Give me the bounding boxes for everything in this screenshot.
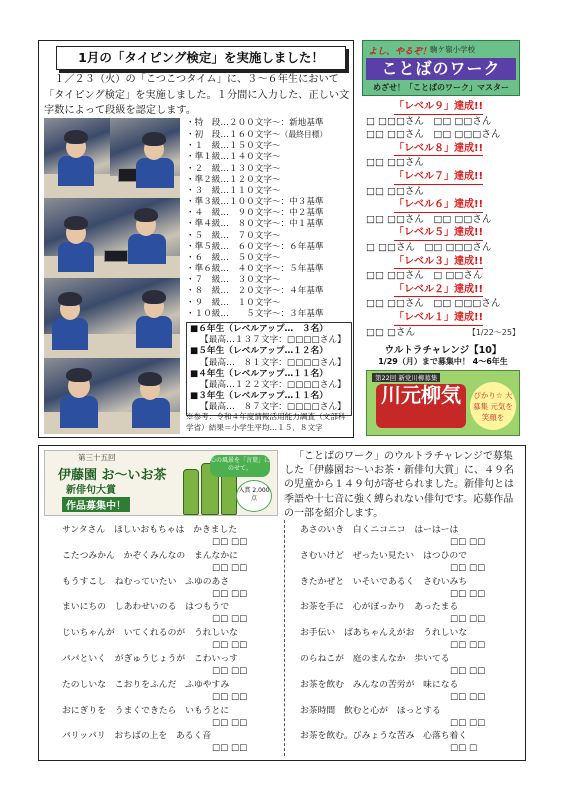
grade-result-heading: ■６年生（レベルアップ… ３名）: [190, 324, 328, 334]
typing-level-row: [186, 197, 352, 208]
haiku-list-right: [300, 524, 532, 756]
haiku-article-intro: 「ことばのワーク」のウルトラチャレンジで募集した「伊藤園お～いお茶・新俳句大賞」に、４９名の児童から１４９句が寄せられました。新俳句とは季語や十七音に強く縛られない俳句です。応募作品の一部を紹介します。: [284, 451, 514, 519]
typing-article-title: 1月の「タイピング検定」を実施しました！: [56, 46, 346, 70]
haiku-author: □□ □□: [212, 717, 248, 728]
typing-reference-note: ※参考：令和４年度情報活用能力調査（文部科学省）結果＝小学生平均…１５．８文字: [186, 412, 346, 432]
kotoba-achiever-names: □□ □□さん □□ □□□さん: [366, 129, 501, 141]
typing-level-row: [186, 309, 352, 320]
kotoba-date-range: 【1/22～25】: [467, 327, 520, 337]
haiku-entry: [300, 576, 532, 602]
ad-prize-badge: 入賞 2,000点: [236, 480, 272, 512]
haiku-poem: のらねこが 庭のまんなか 歩いてる: [300, 653, 450, 664]
haiku-entry: [300, 550, 532, 576]
typing-photo-5: [44, 358, 180, 434]
haiku-entry: [62, 550, 294, 576]
kotoba-achiever-names: □ □□さん □□ □□□さん: [366, 241, 492, 253]
typing-level-text: ・５ 級… ７０文字～: [186, 230, 281, 241]
grade-result-top-score: 【最高… ８７文字：□□□□さん】: [200, 402, 346, 413]
kotoba-level-heading: 「レベル８」達成!!: [394, 142, 483, 157]
haiku-author: □□ □□: [450, 588, 486, 599]
haiku-entry: [62, 627, 294, 653]
kotoba-achiever-names: □□ □さん: [366, 326, 415, 338]
typing-level-text: ・初 段…１６０文字～: [186, 130, 281, 141]
haiku-author: □□ □□: [212, 537, 248, 547]
haiku-entry: [62, 601, 294, 627]
typing-level-row: [186, 208, 352, 219]
typing-level-row: [186, 298, 352, 309]
kotoba-achiever-names: □□ □□さん: [366, 185, 424, 197]
kotoba-level-heading: 「レベル５」達成!!: [394, 226, 483, 241]
typing-level-row: [186, 264, 352, 275]
typing-level-text: ・２ 級…１３０文字～: [186, 163, 281, 174]
haiku-entry: [300, 524, 532, 550]
typing-level-text: ・準１級…１４０文字～: [186, 152, 281, 163]
typing-article-intro: １／２３（火）の「こつこつタイム」に、３～６年生において「タイピング検定」を実施しました。１分間に入力した、正しい文字数によって段級を認定します。: [44, 74, 350, 116]
haiku-list-left: [62, 524, 294, 756]
haiku-entry: [300, 705, 532, 731]
typing-level-row: [186, 286, 352, 297]
typing-level-text: ・９ 級… １０文字～: [186, 297, 281, 308]
kotoba-title: ことばのワーク: [366, 58, 516, 80]
ultra-challenge-deadline: 1/29（月）まで募集中！ 4～6年生: [378, 357, 508, 366]
grade-result-top-score: 【最高…１３７文字：□□□□さん】: [200, 335, 346, 346]
haiku-author: □□ □□: [212, 665, 248, 676]
typing-level-text: ・準６級… ４０文字～：５年基準: [186, 264, 324, 275]
haiku-poem: サンタさん ほしいおもちゃは かきました: [62, 525, 238, 535]
senryu-banner-caption: 第22回 新党川柳募集: [372, 373, 440, 382]
typing-levels-list: [186, 118, 352, 320]
senryu-banner-badge: ぴかり☆ 大募集 元気を 笑顔を: [470, 382, 516, 430]
haiku-author: □□ □□: [450, 665, 486, 676]
kotoba-level-heading: 「レベル３」達成!!: [394, 255, 483, 270]
grade-result-heading: ■５年生（レベルアップ…１２名）: [190, 346, 328, 357]
typing-level-text: ・３ 級…１１０文字～: [186, 185, 281, 196]
grade-result-top-score: 【最高… ８１文字：□□□□さん】: [200, 357, 346, 368]
haiku-author: □□ □□: [450, 717, 486, 728]
ad-edition-label: 第三十五回: [78, 453, 116, 462]
ad-invitation: 作品募集中！: [62, 497, 130, 512]
typing-level-text: ・６ 級… ５０文字～: [186, 252, 281, 263]
typing-photo-1: [44, 118, 110, 198]
haiku-poem: まいにちの しあわせいのる はつもうで: [62, 602, 230, 613]
typing-level-text: ・準４級… ８０文字～：中１基準: [186, 219, 324, 230]
haiku-entry: [62, 576, 294, 602]
haiku-poem: あさのいき 白くニコニコ はーはーは: [300, 525, 459, 535]
typing-level-row: [186, 242, 352, 253]
kotoba-achiever-names: □□ □□さん □□ □□さん: [366, 213, 492, 225]
typing-level-text: ・準２級…１２０文字～: [186, 174, 281, 185]
typing-level-text: ・８ 級… ２０文字～：４年基準: [186, 286, 324, 297]
haiku-entry: [300, 730, 532, 756]
typing-photo-2: [110, 118, 180, 198]
typing-level-text: ・７ 級… ３０文字～: [186, 275, 281, 286]
haiku-poem: お茶を手に 心がぽっかり あったまる: [300, 602, 459, 613]
haiku-poem: おにぎりを うまくできたら いもうとに: [62, 705, 230, 716]
haiku-poem: お茶を飲む みんなの苦労が 味になる: [300, 679, 459, 690]
typing-level-note: （最終目標）: [280, 130, 328, 140]
typing-photo-4: [44, 278, 180, 358]
haiku-author: □□ □□: [450, 640, 486, 651]
haiku-poem: お手伝い ばあちゃんえがお うれしいな: [300, 628, 468, 639]
ad-prize-name: 新俳句大賞: [66, 485, 116, 496]
typing-level-row: [186, 152, 352, 163]
haiku-entry: [62, 524, 294, 550]
haiku-poem: たのしいな こおりをふんだ ふゆやすみ: [62, 679, 230, 690]
typing-photo-3: [44, 198, 180, 278]
kotoba-subtitle: めざせ！「ことばのワーク」マスター: [373, 83, 509, 92]
kotoba-achievement-list: [366, 100, 520, 339]
kotoba-level-heading: 「レベル２」達成!!: [394, 283, 483, 298]
haiku-author: □□ □□: [212, 562, 248, 573]
typing-level-row: [186, 164, 352, 175]
haiku-entry: [300, 627, 532, 653]
grade-result-heading: ■３年生（レベルアップ…１１名）: [190, 391, 328, 402]
haiku-poem: もうすこし ねむっていたい ふゆのあさ: [62, 576, 230, 587]
ad-tagline: 心の風景を「言葉」にのせて。: [210, 455, 270, 477]
haiku-poem: きたかぜと いそいであるく さむいみち: [300, 576, 468, 587]
haiku-author: □□ □□: [450, 537, 486, 547]
haiku-entry: [300, 653, 532, 679]
typing-level-row: [186, 186, 352, 197]
haiku-poem: さむいけど ぜったい見たい はつひので: [300, 550, 467, 561]
kotoba-achiever-names: □□ □□さん: [366, 157, 424, 169]
haiku-entry: [62, 730, 294, 756]
kotoba-achiever-names: □□ □□さん □ □□さん: [366, 270, 483, 282]
typing-level-row: [186, 219, 352, 230]
typing-level-text: ・特 段…２００文字～：新地基準: [186, 118, 324, 128]
haiku-author: □□ □□: [212, 640, 248, 651]
haiku-entry: [62, 705, 294, 731]
ad-brand-name: 伊藤園 お～いお茶: [58, 468, 167, 483]
kotoba-level-heading: 「レベル９」達成!!: [394, 100, 483, 115]
haiku-author: □□ □□: [212, 691, 248, 702]
haiku-entry: [62, 653, 294, 679]
typing-level-text: ・準３級…１００文字～：中３基準: [186, 197, 324, 208]
haiku-poem: お茶時間 飲むと心が ほっとする: [300, 705, 441, 716]
ultra-challenge-title: ウルトラチャレンジ【10】: [384, 345, 502, 356]
typing-level-row: [186, 253, 352, 264]
haiku-entry: [300, 601, 532, 627]
haiku-author: □□ □□: [212, 743, 248, 754]
grade-result-top-score: 【最高…１２２文字：□□□□さん】: [200, 380, 346, 391]
haiku-poem: パリッパリ おちばの上を あるく音: [62, 731, 212, 742]
haiku-author: □□ □□: [212, 614, 248, 625]
typing-level-row: [186, 141, 352, 152]
haiku-author: □□ □□: [450, 691, 486, 702]
kotoba-achiever-names: □□ □□さん □□ □□□さん: [366, 298, 501, 310]
haiku-poem: パパといく がぎゅうじょうが こわいっす: [62, 653, 238, 664]
typing-level-row: [186, 118, 352, 129]
kotoba-catchphrase: よし、やるぞ！: [368, 47, 432, 57]
school-name: 駒ケ嶺小学校: [430, 45, 475, 54]
haiku-author: □□ □: [450, 743, 478, 754]
typing-level-text: ・準５級… ６０文字～：６年基準: [186, 241, 324, 252]
typing-results-box: [186, 322, 352, 416]
haiku-author: □□ □□: [212, 588, 248, 599]
grade-result-heading: ■４年生（レベルアップ…１１名）: [190, 368, 328, 379]
kotoba-achiever-names: □ □□□さん □□ □□さん: [366, 115, 492, 127]
haiku-entry: [300, 679, 532, 705]
kotoba-level-heading: 「レベル６」達成!!: [394, 198, 483, 213]
typing-level-row: [186, 175, 352, 186]
kotoba-level-heading: 「レベル１」達成!!: [394, 311, 483, 326]
kotoba-level-heading: 「レベル７」達成!!: [394, 170, 483, 185]
typing-level-text: ・１０級… ５文字～：３年基準: [186, 308, 324, 319]
typing-level-row: [186, 275, 352, 286]
typing-level-text: ・１ 級…１５０文字～: [186, 141, 281, 152]
senryu-banner-logo: 川元柳気: [376, 384, 466, 428]
haiku-poem: こたつみかん かぞくみんなの まんなかに: [62, 550, 238, 561]
haiku-poem: お茶を飲む。びみょうな苦み 心落ち着く: [300, 731, 468, 742]
haiku-entry: [62, 679, 294, 705]
haiku-author: □□ □□: [450, 614, 486, 625]
haiku-poem: じいちゃんが いてくれるのが うれしいな: [62, 628, 238, 639]
typing-level-row: [186, 129, 352, 141]
typing-level-row: [186, 231, 352, 242]
typing-level-text: ・４ 級… ９０文字～：中２基準: [186, 208, 324, 219]
haiku-author: □□ □□: [450, 562, 486, 573]
